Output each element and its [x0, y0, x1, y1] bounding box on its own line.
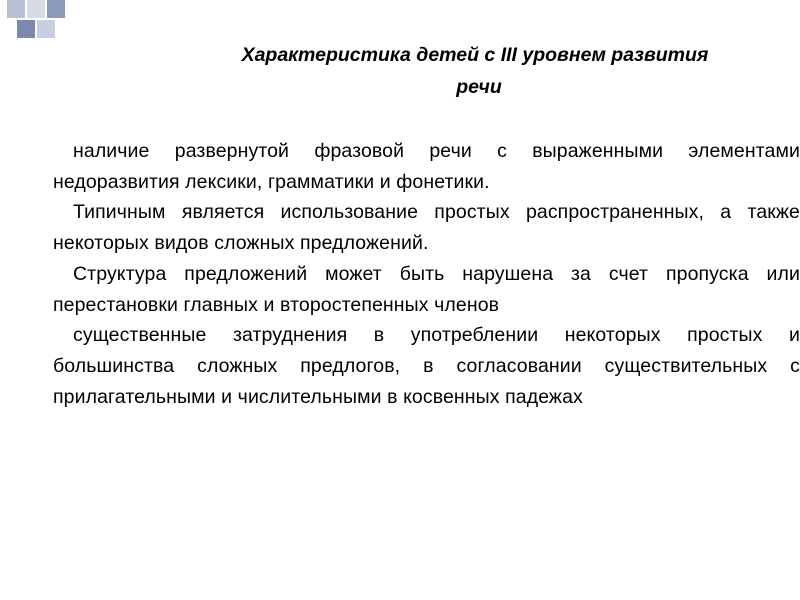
- paragraph-sentence-types: Типичным является использование простых распространенных, а также некоторых видов сложных предложений.: [53, 201, 800, 255]
- square-2: [27, 0, 45, 18]
- paragraph-sentence-structure: Структура предложений может быть нарушена за счет пропуска или перестановки главных и второстепенных членов: [53, 262, 800, 316]
- square-4: [17, 20, 35, 38]
- square-1: [7, 0, 25, 18]
- slide-title: [150, 39, 800, 103]
- square-5: [37, 20, 55, 38]
- square-3: [47, 0, 65, 18]
- slide-title-line-1: Характеристика детей с III уровнем развития: [241, 44, 709, 66]
- slide-body: [53, 136, 800, 412]
- paragraph-phrasal-speech: наличие развернутой фразовой речи с выраженными элементами недоразвития лексики, грамматики и фонетики.: [53, 140, 800, 193]
- decorative-squares: [0, 0, 80, 42]
- slide-title-line-2: речи: [456, 76, 502, 98]
- paragraph-prepositions: существенные затруднения в употреблении некоторых простых и большинства сложных предлогов, в согласовании существительных с прилагательными и числительными в косвенных падежах: [53, 324, 800, 408]
